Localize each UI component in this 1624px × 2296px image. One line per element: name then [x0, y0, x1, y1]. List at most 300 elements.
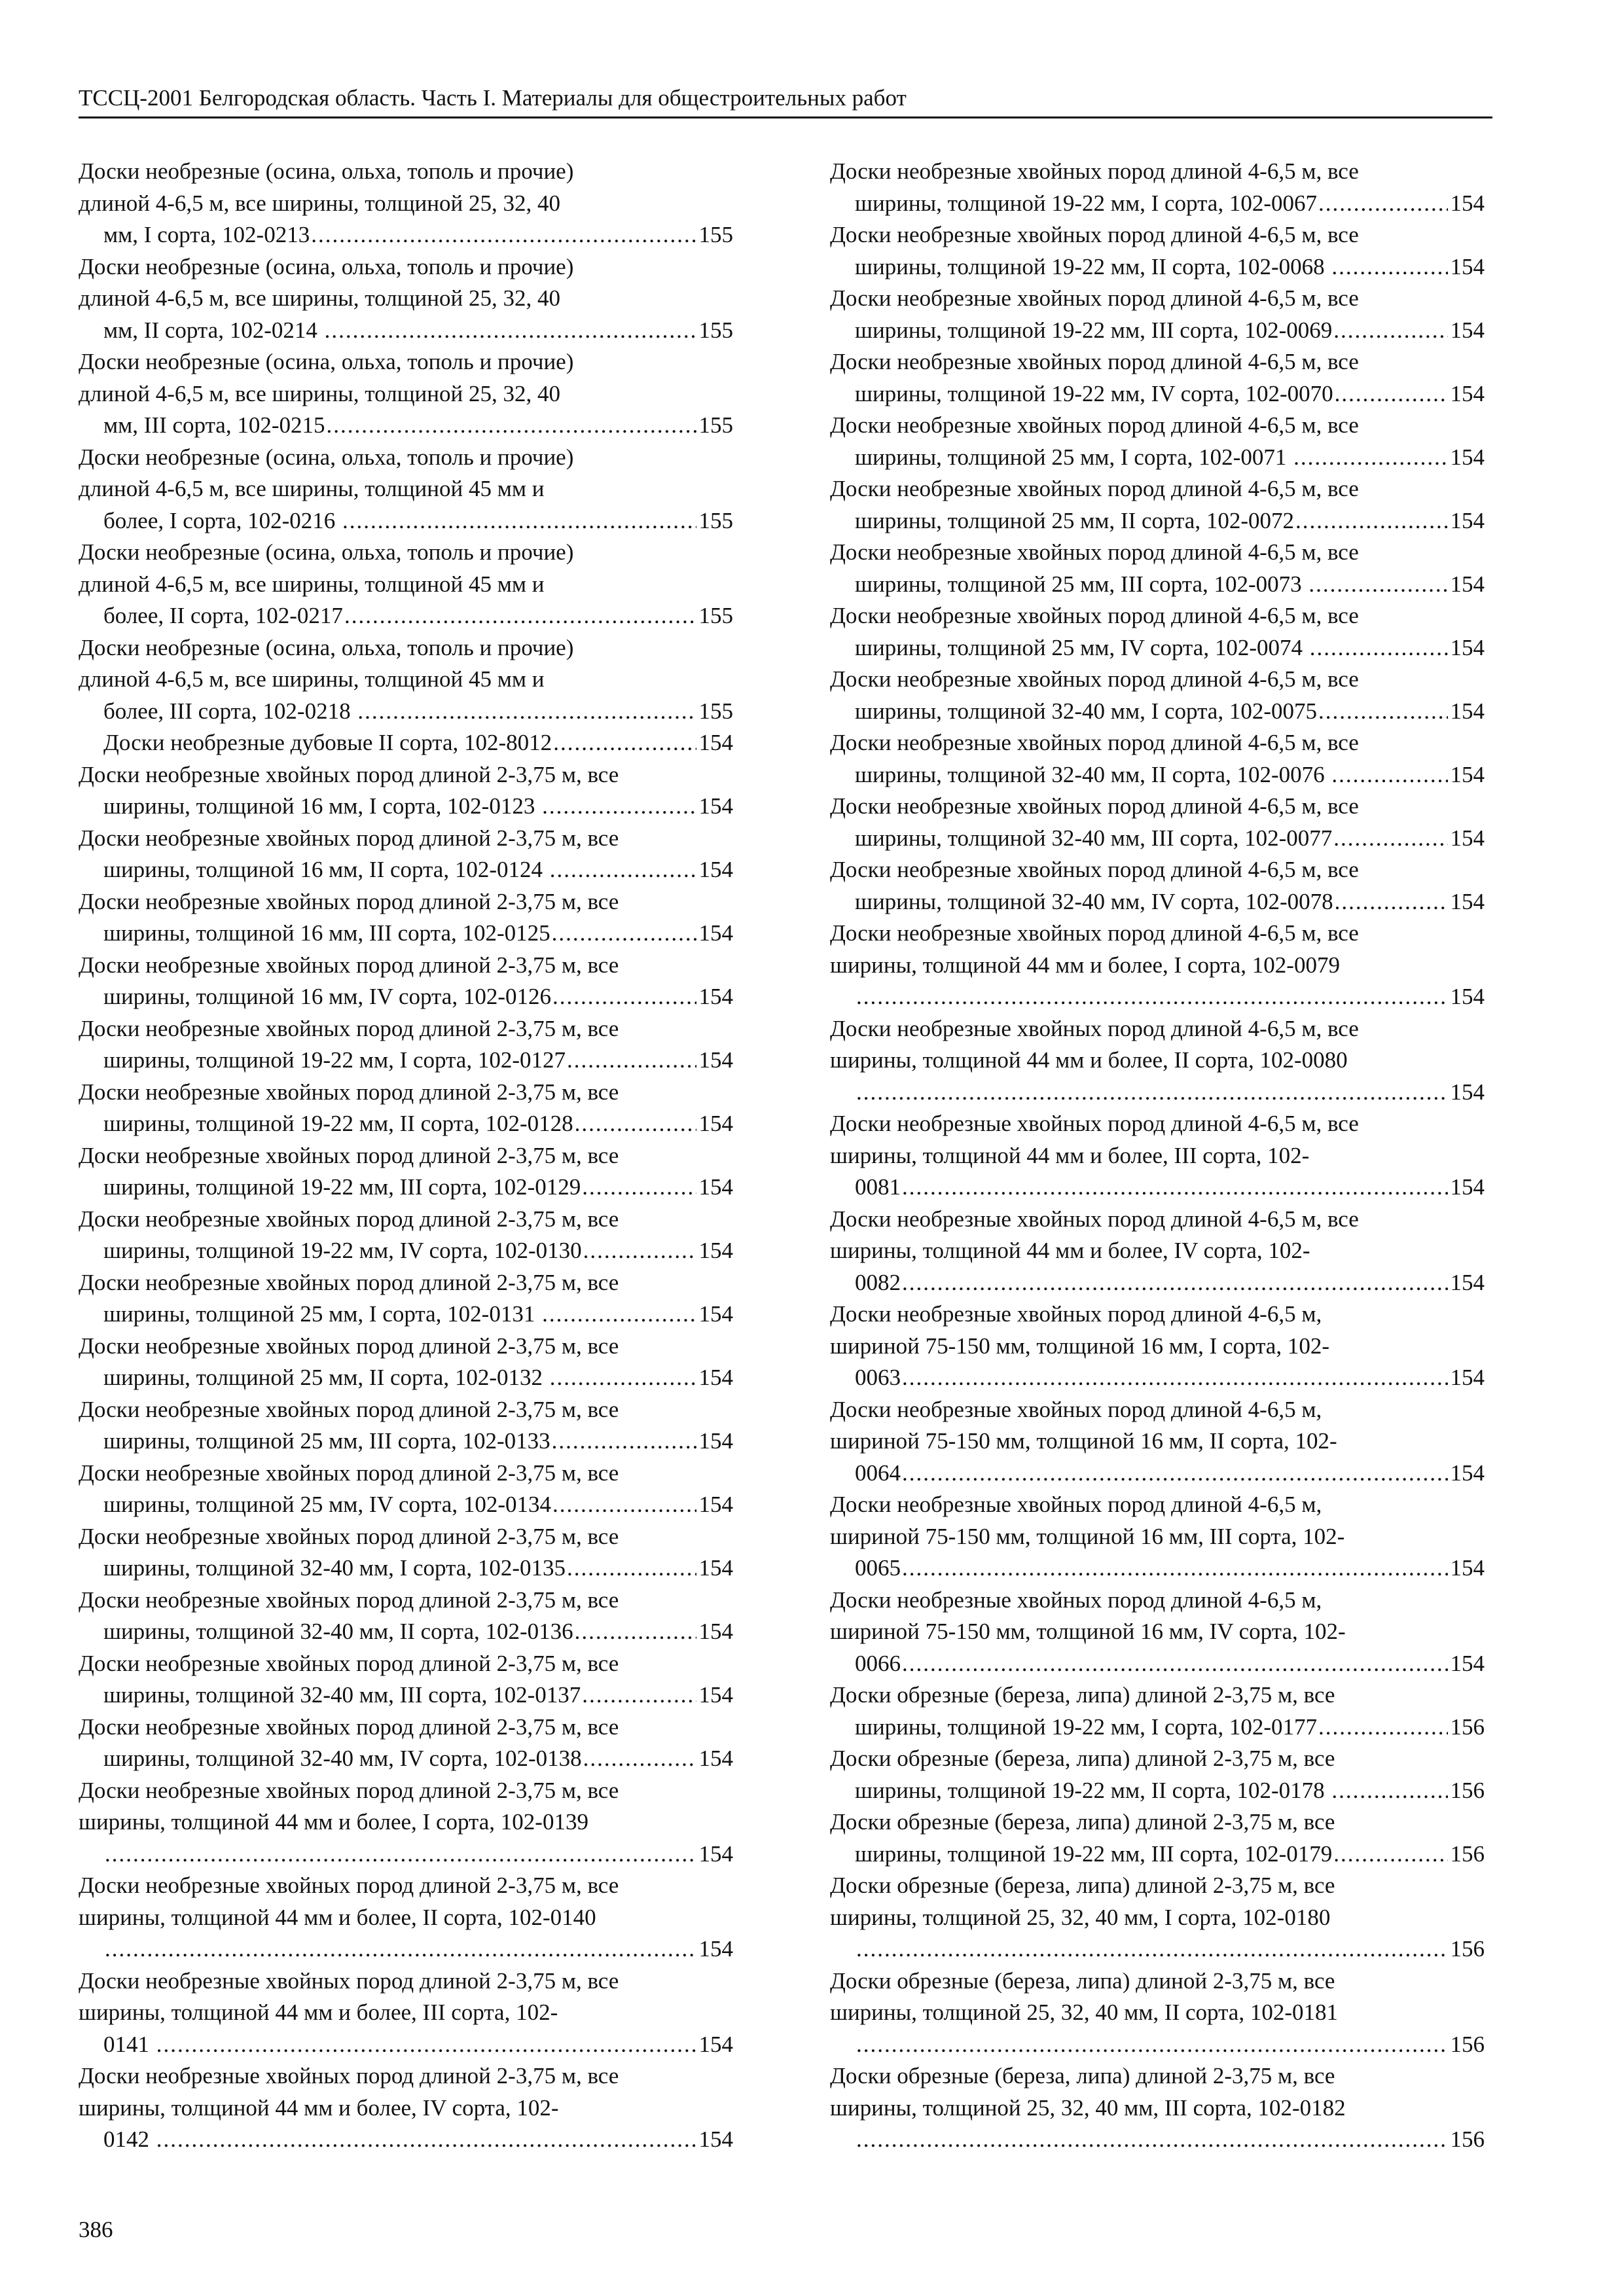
dot-leader	[856, 2029, 1448, 2061]
entry-text-line: Доски обрезные (береза, липа) длиной 2-3,75 м, все	[830, 2063, 1335, 2089]
dot-leader	[582, 1679, 696, 1712]
entry-page-ref: 154	[1450, 444, 1485, 470]
entry-page-ref: 154	[698, 920, 733, 946]
entry-text-line: Доски необрезные хвойных пород длиной 4-6,5 м, все	[830, 603, 1359, 628]
entry-leader-line	[855, 1458, 1485, 1490]
entry-leader-line	[103, 1235, 733, 1267]
entry-page-ref: 155	[698, 222, 733, 247]
dot-leader	[552, 1489, 696, 1521]
entry-text-line: Доски необрезные хвойных пород длиной 4-6,5 м,	[830, 1396, 1322, 1422]
index-entry	[830, 791, 1485, 854]
entry-leader-line	[103, 219, 733, 251]
entry-lead-text: 0065	[855, 1555, 901, 1581]
entry-lead-text: более, II сорта, 102-0217	[103, 603, 343, 628]
entry-lead-text: ширины, толщиной 25 мм, III сорта, 102-0133	[103, 1428, 550, 1454]
entry-page-ref: 154	[698, 1365, 733, 1390]
index-entry	[79, 1331, 733, 1394]
entry-text-line: ширины, толщиной 44 мм и более, I сорта, 102-0079	[830, 952, 1340, 978]
entry-text-line: Доски необрезные хвойных пород длиной 4-6,5 м, все	[830, 920, 1359, 946]
entry-leader-line	[855, 1552, 1485, 1585]
dot-leader	[1308, 569, 1447, 601]
entry-text-line: Доски необрезные хвойных пород длиной 2-3,75 м, все	[79, 1873, 619, 1898]
dot-leader	[552, 1426, 696, 1458]
entry-text-line: Доски необрезные хвойных пород длиной 2-3,75 м, все	[79, 1206, 619, 1232]
dot-leader	[856, 1933, 1448, 1965]
entry-leader-line	[855, 759, 1485, 791]
entry-text-line: Доски необрезные хвойных пород длиной 2-3,75 м, все	[79, 888, 619, 914]
index-entry	[79, 1521, 733, 1585]
entry-text-line: Доски обрезные (береза, липа) длиной 2-3,75 м, все	[830, 1809, 1335, 1835]
dot-leader	[542, 791, 696, 823]
entry-page-ref: 156	[1450, 1777, 1485, 1803]
index-column-right	[830, 156, 1485, 2156]
index-entry	[830, 1204, 1485, 1299]
index-entry	[79, 759, 733, 823]
entry-text-line: ширины, толщиной 44 мм и более, IV сорта, 102-	[79, 2094, 559, 2121]
entry-page-ref: 155	[698, 603, 733, 628]
entry-page-ref: 155	[698, 698, 733, 724]
entry-leader-line	[103, 1616, 733, 1648]
entry-leader-line	[855, 1839, 1485, 1871]
entry-page-ref: 155	[698, 317, 733, 343]
entry-page-ref: 154	[1450, 1174, 1485, 1200]
index-entry	[79, 727, 733, 759]
entry-lead-text: ширины, толщиной 32-40 мм, I сорта, 102-0075	[855, 698, 1317, 724]
entry-leader-line	[103, 918, 733, 950]
entry-page-ref: 154	[698, 1840, 733, 1867]
entry-lead-text: 0064	[855, 1460, 901, 1486]
dot-leader	[552, 981, 696, 1013]
entry-text-line: Доски необрезные хвойных пород длиной 2-3,75 м, все	[79, 1079, 619, 1105]
index-entry	[830, 283, 1485, 346]
entry-text-line: Доски необрезные хвойных пород длиной 4-6,5 м, все	[830, 222, 1359, 247]
entry-lead-text: ширины, толщиной 25 мм, I сорта, 102-0131	[103, 1301, 541, 1327]
entry-page-ref: 154	[1450, 984, 1485, 1009]
dot-leader	[575, 1616, 696, 1648]
entry-text-line: шириной 75-150 мм, толщиной 16 мм, I сорта, 102-	[830, 1333, 1329, 1359]
entry-leader-line	[103, 1489, 733, 1521]
index-entry	[830, 1870, 1485, 1965]
index-entry	[79, 1648, 733, 1712]
entry-page-ref: 154	[698, 1111, 733, 1136]
entry-text-line: Доски необрезные хвойных пород длиной 4-6,5 м, все	[830, 285, 1359, 311]
entry-lead-text: ширины, толщиной 32-40 мм, II сорта, 102-0136	[103, 1619, 573, 1644]
index-entry	[79, 1775, 733, 1871]
dot-leader	[105, 1839, 696, 1871]
entry-page-ref: 154	[698, 1619, 733, 1644]
entry-leader-line	[103, 1426, 733, 1458]
entry-text-line: Доски необрезные хвойных пород длиной 2-3,75 м, все	[79, 1142, 619, 1168]
entry-text-line: Доски необрезные хвойных пород длиной 4-6,5 м,	[830, 1301, 1322, 1327]
entry-text-line: ширины, толщиной 44 мм и более, IV сорта, 102-	[830, 1238, 1310, 1263]
entry-leader-line	[103, 1172, 733, 1204]
entry-text-line: Доски необрезные хвойных пород длиной 2-3,75 м, все	[79, 1333, 619, 1359]
entry-leader-line	[103, 505, 733, 537]
index-entry	[79, 442, 733, 537]
running-head: ТССЦ-2001 Белгородская область. Часть I. Материалы для общестроительных работ	[79, 84, 1492, 118]
entry-lead-text: 0066	[855, 1650, 901, 1676]
entry-text-line: Доски необрезные хвойных пород длиной 4-6,5 м, все	[830, 730, 1359, 755]
entry-page-ref: 154	[698, 1174, 733, 1200]
entry-text-line: Доски необрезные (осина, ольха, тополь и прочие)	[79, 539, 574, 565]
entry-text-line: ширины, толщиной 44 мм и более, II сорта, 102-0140	[79, 1904, 596, 1930]
index-entry	[79, 1140, 733, 1204]
entry-page-ref: 154	[1450, 888, 1485, 914]
index-entry	[830, 1394, 1485, 1490]
entry-page-ref: 155	[698, 507, 733, 533]
entry-text-line: длиной 4-6,5 м, все ширины, толщиной 25, 32, 40	[79, 190, 560, 216]
dot-leader	[856, 981, 1448, 1013]
entry-page-ref: 154	[1450, 571, 1485, 597]
entry-leader-line	[855, 442, 1485, 474]
entry-lead-text: ширины, толщиной 19-22 мм, IV сорта, 102-0130	[103, 1238, 582, 1263]
entry-text-line: Доски необрезные хвойных пород длиной 4-6,5 м, все	[830, 158, 1359, 184]
dot-leader	[902, 1267, 1448, 1299]
dot-leader	[902, 1648, 1448, 1680]
index-entry	[79, 1267, 733, 1331]
entry-page-ref: 154	[698, 2031, 733, 2057]
index-entry	[79, 346, 733, 442]
dot-leader	[902, 1172, 1448, 1204]
dot-leader	[1295, 505, 1448, 537]
entry-lead-text: ширины, толщиной 32-40 мм, II сорта, 102-0076	[855, 761, 1331, 787]
entry-lead-text: ширины, толщиной 25 мм, II сорта, 102-0072	[855, 507, 1294, 533]
entry-page-ref: 154	[1450, 761, 1485, 787]
entry-page-ref: 154	[1450, 1269, 1485, 1295]
entry-lead-text: 0142	[103, 2126, 155, 2152]
dot-leader	[1333, 823, 1447, 855]
entry-text-line: длиной 4-6,5 м, все ширины, толщиной 45 мм и	[79, 571, 545, 597]
dot-leader	[553, 727, 696, 759]
entry-lead-text: ширины, толщиной 25 мм, I сорта, 102-0071	[855, 444, 1293, 470]
dot-leader	[550, 1362, 696, 1394]
entry-leader-line	[855, 1077, 1485, 1109]
index-entry	[830, 1108, 1485, 1204]
entry-page-ref: 156	[1450, 1936, 1485, 1962]
entry-text-line: Доски необрезные хвойных пород длиной 4-6,5 м, все	[830, 1015, 1359, 1041]
entry-page-ref: 156	[1450, 1713, 1485, 1740]
entry-lead-text: ширины, толщиной 19-22 мм, I сорта, 102-0127	[103, 1047, 566, 1073]
entry-text-line: шириной 75-150 мм, толщиной 16 мм, III сорта, 102-	[830, 1523, 1345, 1549]
index-entry	[830, 1489, 1485, 1585]
entry-leader-line	[103, 1108, 733, 1140]
index-entry	[79, 1965, 733, 2061]
page-number: 386	[79, 2217, 113, 2242]
dot-leader	[582, 1172, 696, 1204]
index-entry	[79, 950, 733, 1013]
entry-page-ref: 156	[1450, 2031, 1485, 2057]
index-entry	[79, 1013, 733, 1077]
entry-lead-text: ширины, толщиной 19-22 мм, I сорта, 102-0067	[855, 190, 1317, 216]
entry-text-line: Доски необрезные хвойных пород длиной 2-3,75 м, все	[79, 1523, 619, 1549]
entry-leader-line	[855, 188, 1485, 220]
dot-leader	[583, 1743, 696, 1775]
entry-leader-line	[855, 886, 1485, 918]
entry-page-ref: 154	[1450, 634, 1485, 660]
index-entry	[79, 1458, 733, 1521]
entry-text-line: ширины, толщиной 44 мм и более, III сорта, 102-	[79, 2000, 558, 2025]
entry-lead-text: ширины, толщиной 19-22 мм, II сорта, 102-0178	[855, 1777, 1331, 1803]
dot-leader	[325, 315, 696, 347]
index-entry	[830, 1965, 1485, 2061]
entry-lead-text: 0141	[103, 2031, 155, 2057]
entry-text-line: Доски необрезные хвойных пород длиной 2-3,75 м, все	[79, 1967, 619, 1994]
entry-text-line: Доски необрезные (осина, ольха, тополь и прочие)	[79, 158, 574, 184]
entry-lead-text: ширины, толщиной 19-22 мм, III сорта, 102-0069	[855, 317, 1333, 343]
index-entry	[830, 600, 1485, 664]
index-entry	[830, 727, 1485, 791]
entry-lead-text: ширины, толщиной 25 мм, IV сорта, 102-0074	[855, 634, 1308, 660]
dot-leader	[1318, 696, 1448, 728]
entry-page-ref: 154	[698, 2126, 733, 2152]
entry-lead-text: мм, III сорта, 102-0215	[103, 412, 325, 438]
entry-leader-line	[855, 1933, 1485, 1965]
entry-text-line: Доски необрезные хвойных пород длиной 4-6,5 м,	[830, 1587, 1322, 1613]
index-entry	[79, 1870, 733, 1965]
entry-text-line: ширины, толщиной 44 мм и более, II сорта, 102-0080	[830, 1047, 1348, 1073]
entry-text-line: ширины, толщиной 25, 32, 40 мм, II сорта, 102-0181	[830, 2000, 1338, 2025]
dot-leader	[311, 219, 696, 251]
index-entry	[830, 1679, 1485, 1743]
index-entry	[830, 537, 1485, 600]
entry-page-ref: 154	[1450, 507, 1485, 533]
entry-text-line: Доски необрезные хвойных пород длиной 4-6,5 м, все	[830, 1111, 1359, 1136]
entry-leader-line	[855, 315, 1485, 347]
entry-text-line: Доски необрезные хвойных пород длиной 2-3,75 м, все	[79, 952, 619, 978]
entry-lead-text: 0063	[855, 1365, 901, 1390]
dot-leader	[357, 696, 696, 728]
entry-page-ref: 154	[698, 1746, 733, 1771]
entry-text-line: Доски необрезные хвойных пород длиной 4-6,5 м, все	[830, 1206, 1359, 1232]
entry-lead-text: мм, II сорта, 102-0214	[103, 317, 323, 343]
entry-lead-text: ширины, толщиной 19-22 мм, IV сорта, 102-0070	[855, 380, 1333, 406]
entry-page-ref: 154	[698, 1428, 733, 1454]
index-entry	[830, 1806, 1485, 1870]
entry-page-ref: 154	[1450, 825, 1485, 851]
entry-page-ref: 154	[1450, 1460, 1485, 1486]
entry-lead-text: ширины, толщиной 16 мм, IV сорта, 102-0126	[103, 984, 551, 1009]
entry-text-line: длиной 4-6,5 м, все ширины, толщиной 25, 32, 40	[79, 285, 560, 311]
entry-leader-line	[855, 2029, 1485, 2061]
entry-page-ref: 154	[698, 730, 733, 755]
entry-text-line: Доски необрезные (осина, ольха, тополь и прочие)	[79, 253, 574, 279]
entry-text-line: Доски необрезные хвойных пород длиной 4-6,5 м, все	[830, 349, 1359, 374]
index-entry	[830, 473, 1485, 537]
entry-page-ref: 154	[698, 1047, 733, 1073]
entry-leader-line	[103, 1552, 733, 1585]
entry-leader-line	[855, 823, 1485, 855]
entry-leader-line	[855, 1172, 1485, 1204]
entry-leader-line	[855, 1712, 1485, 1744]
dot-leader	[542, 1299, 696, 1331]
index-entry	[830, 156, 1485, 219]
entry-lead-text: более, III сорта, 102-0218	[103, 698, 357, 724]
dot-leader	[105, 1933, 696, 1965]
entry-lead-text: ширины, толщиной 19-22 мм, III сорта, 102-0129	[103, 1174, 581, 1200]
index-entry	[830, 1585, 1485, 1680]
index-entry	[79, 2060, 733, 2156]
entry-text-line: ширины, толщиной 25, 32, 40 мм, III сорта, 102-0182	[830, 2094, 1346, 2121]
dot-leader	[1331, 759, 1447, 791]
entry-leader-line	[855, 1267, 1485, 1299]
entry-leader-line	[855, 1648, 1485, 1680]
dot-leader	[902, 1362, 1448, 1394]
entry-lead-text: ширины, толщиной 25 мм, III сорта, 102-0073	[855, 571, 1308, 597]
entry-leader-line	[855, 632, 1485, 664]
entry-lead-text: ширины, толщиной 25 мм, II сорта, 102-0132	[103, 1365, 549, 1390]
entry-leader-line	[103, 791, 733, 823]
dot-leader	[1293, 442, 1447, 474]
index-entry	[79, 1712, 733, 1775]
dot-leader	[1335, 886, 1448, 918]
index-entry	[830, 1013, 1485, 1109]
entry-page-ref: 154	[698, 1936, 733, 1962]
entry-page-ref: 154	[1450, 253, 1485, 279]
entry-leader-line	[103, 1362, 733, 1394]
index-entry	[830, 219, 1485, 283]
dot-leader	[1310, 632, 1448, 664]
entry-lead-text: более, I сорта, 102-0216	[103, 507, 342, 533]
entry-leader-line	[103, 410, 733, 442]
entry-lead-text: ширины, толщиной 32-40 мм, I сорта, 102-0135	[103, 1555, 566, 1581]
index-entry	[830, 1743, 1485, 1806]
entry-page-ref: 154	[1450, 190, 1485, 216]
entry-leader-line	[103, 1679, 733, 1712]
index-entry	[830, 854, 1485, 918]
dot-leader	[856, 2124, 1448, 2156]
entry-lead-text: ширины, толщиной 32-40 мм, IV сорта, 102-0078	[855, 888, 1333, 914]
entry-text-line: Доски обрезные (береза, липа) длиной 2-3,75 м, все	[830, 1682, 1335, 1708]
entry-leader-line	[855, 1362, 1485, 1394]
dot-leader	[567, 1552, 696, 1585]
entry-page-ref: 154	[1450, 1079, 1485, 1105]
entry-page-ref: 154	[698, 857, 733, 882]
entry-lead-text: мм, I сорта, 102-0213	[103, 222, 310, 247]
index-entry	[79, 823, 733, 886]
entry-text-line: Доски необрезные хвойных пород длиной 2-3,75 м, все	[79, 1587, 619, 1613]
dot-leader	[342, 505, 696, 537]
entry-lead-text: ширины, толщиной 19-22 мм, II сорта, 102-0128	[103, 1111, 573, 1136]
index-entry	[830, 346, 1485, 410]
entry-leader-line	[855, 2124, 1485, 2156]
entry-text-line: Доски необрезные хвойных пород длиной 2-3,75 м, все	[79, 761, 619, 787]
entry-leader-line	[855, 378, 1485, 410]
entry-leader-line	[103, 1045, 733, 1077]
entry-leader-line	[855, 505, 1485, 537]
entry-page-ref: 154	[1450, 1555, 1485, 1581]
dot-leader	[1318, 188, 1448, 220]
dot-leader	[550, 854, 696, 886]
entry-page-ref: 154	[698, 793, 733, 819]
entry-text-line: Доски необрезные хвойных пород длиной 2-3,75 м, все	[79, 1650, 619, 1676]
entry-lead-text: Доски необрезные дубовые II сорта, 102-8012	[103, 730, 552, 755]
entry-lead-text: ширины, толщиной 19-22 мм, I сорта, 102-0177	[855, 1713, 1317, 1740]
index-entry	[79, 1585, 733, 1648]
entry-page-ref: 154	[698, 1682, 733, 1708]
index-entry	[830, 1299, 1485, 1394]
entry-text-line: Доски необрезные хвойных пород длиной 4-6,5 м, все	[830, 412, 1359, 438]
dot-leader	[327, 410, 696, 442]
entry-text-line: Доски необрезные хвойных пород длиной 2-3,75 м, все	[79, 2063, 619, 2089]
entry-page-ref: 154	[698, 1238, 733, 1263]
index-entry	[79, 251, 733, 347]
index-entry	[79, 632, 733, 728]
entry-text-line: Доски обрезные (береза, липа) длиной 2-3,75 м, все	[830, 1967, 1335, 1994]
dot-leader	[1331, 251, 1447, 283]
index-entry	[830, 664, 1485, 727]
entry-page-ref: 154	[1450, 317, 1485, 343]
entry-text-line: Доски необрезные хвойных пород длиной 2-3,75 м, все	[79, 1713, 619, 1740]
entry-page-ref: 156	[1450, 1840, 1485, 1867]
entry-page-ref: 154	[1450, 1365, 1485, 1390]
entry-text-line: Доски необрезные хвойных пород длиной 4-6,5 м, все	[830, 539, 1359, 565]
entry-text-line: Доски необрезные хвойных пород длиной 4-6,5 м, все	[830, 857, 1359, 882]
entry-text-line: Доски обрезные (береза, липа) длиной 2-3,75 м, все	[830, 1873, 1335, 1898]
index-entry	[79, 886, 733, 950]
entry-lead-text: ширины, толщиной 32-40 мм, III сорта, 102-0137	[103, 1682, 581, 1708]
entry-text-line: Доски необрезные хвойных пород длиной 4-6,5 м,	[830, 1492, 1322, 1517]
index-entry	[79, 1204, 733, 1267]
index-column-left	[79, 156, 733, 2156]
entry-lead-text: ширины, толщиной 16 мм, I сорта, 102-0123	[103, 793, 541, 819]
entry-lead-text: ширины, толщиной 19-22 мм, II сорта, 102-0068	[855, 253, 1331, 279]
entry-text-line: Доски необрезные хвойных пород длиной 4-6,5 м, все	[830, 476, 1359, 501]
entry-text-line: Доски необрезные хвойных пород длиной 4-6,5 м, все	[830, 666, 1359, 692]
index-entry	[79, 1394, 733, 1458]
entry-page-ref: 154	[698, 1555, 733, 1581]
entry-page-ref: 155	[698, 412, 733, 438]
entry-lead-text: ширины, толщиной 16 мм, II сорта, 102-0124	[103, 857, 549, 882]
entry-leader-line	[103, 315, 733, 347]
dot-leader	[567, 1045, 696, 1077]
dot-leader	[902, 1458, 1448, 1490]
entry-lead-text: ширины, толщиной 19-22 мм, III сорта, 102-0179	[855, 1840, 1333, 1867]
index-entry	[830, 2060, 1485, 2156]
entry-leader-line	[103, 1839, 733, 1871]
entry-lead-text: 0081	[855, 1174, 901, 1200]
entry-text-line: шириной 75-150 мм, толщиной 16 мм, IV сорта, 102-	[830, 1619, 1346, 1644]
entry-leader-line	[103, 1743, 733, 1775]
entry-text-line: длиной 4-6,5 м, все ширины, толщиной 45 мм и	[79, 666, 545, 692]
entry-text-line: ширины, толщиной 25, 32, 40 мм, I сорта, 102-0180	[830, 1904, 1331, 1930]
entry-lead-text: ширины, толщиной 25 мм, IV сорта, 102-0134	[103, 1492, 551, 1517]
entry-lead-text: ширины, толщиной 32-40 мм, IV сорта, 102-0138	[103, 1746, 582, 1771]
dot-leader	[344, 600, 696, 632]
entry-text-line: длиной 4-6,5 м, все ширины, толщиной 25, 32, 40	[79, 380, 560, 406]
entry-leader-line	[103, 696, 733, 728]
dot-leader	[1333, 1839, 1447, 1871]
dot-leader	[583, 1235, 696, 1267]
entry-leader-line	[103, 727, 733, 759]
entry-leader-line	[103, 1933, 733, 1965]
entry-page-ref: 154	[698, 1492, 733, 1517]
dot-leader	[552, 918, 696, 950]
entry-page-ref: 154	[1450, 1650, 1485, 1676]
entry-text-line: ширины, толщиной 44 мм и более, III сорта, 102-	[830, 1142, 1310, 1168]
dot-leader	[902, 1552, 1448, 1585]
dot-leader	[156, 2124, 696, 2156]
entry-leader-line	[855, 696, 1485, 728]
entry-page-ref: 154	[698, 984, 733, 1009]
entry-lead-text: 0082	[855, 1269, 901, 1295]
entry-text-line: Доски необрезные хвойных пород длиной 2-3,75 м, все	[79, 825, 619, 851]
entry-leader-line	[855, 251, 1485, 283]
entry-text-line: ширины, толщиной 44 мм и более, I сорта, 102-0139	[79, 1809, 588, 1835]
entry-page-ref: 156	[1450, 2126, 1485, 2152]
dot-leader	[575, 1108, 696, 1140]
entry-leader-line	[103, 1299, 733, 1331]
entry-text-line: Доски необрезные (осина, ольха, тополь и прочие)	[79, 349, 574, 374]
